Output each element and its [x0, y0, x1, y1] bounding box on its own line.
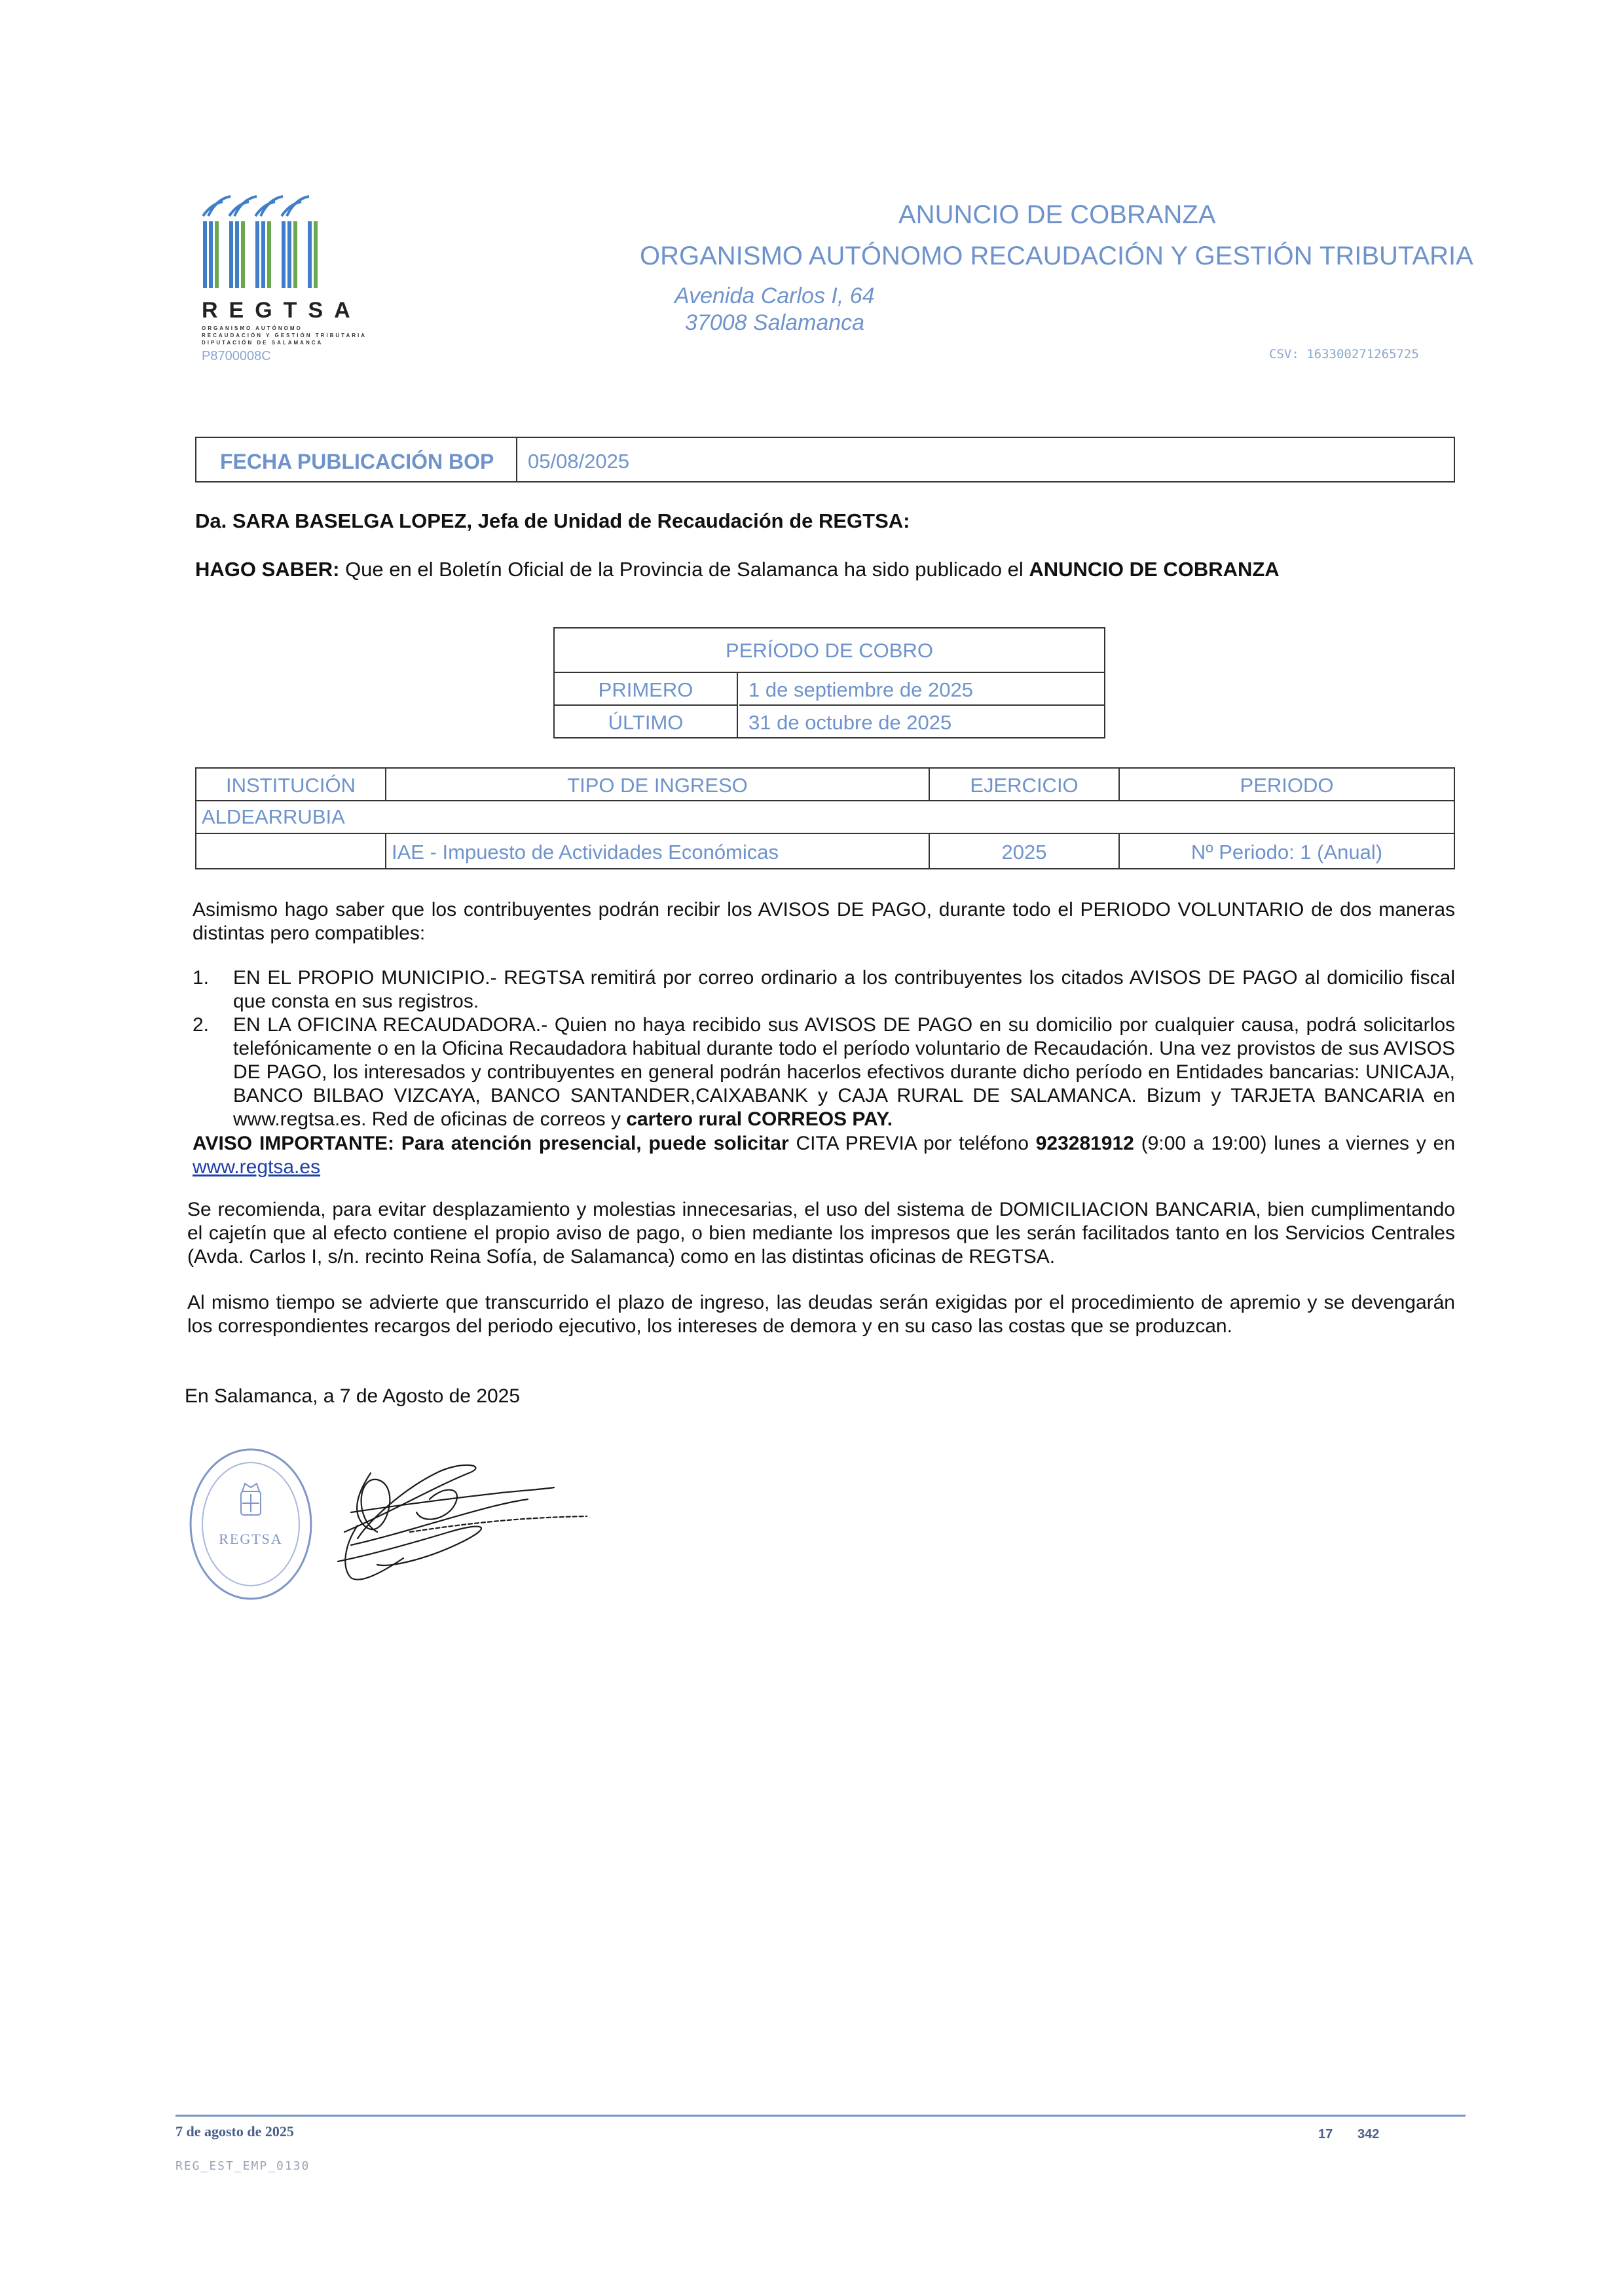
apremio-paragraph: Al mismo tiempo se advierte que transcurrido el plazo de ingreso, las deudas serán exigidas por el procedimiento de apremio y se devengarán los correspondientes recargos del periodo ejecutivo, los intereses de demora y en su caso las costas que se produzcan. — [187, 1292, 1455, 1337]
document-title: ANUNCIO DE COBRANZA — [898, 200, 1216, 229]
official-stamp — [187, 1446, 314, 1603]
intro-paragraph: Asimismo hago saber que los contribuyentes podrán recibir los AVISOS DE PAGO, durante todo el PERIODO VOLUNTARIO de dos maneras distintas pero compatibles: — [193, 899, 1455, 944]
organization-name: ORGANISMO AUTÓNOMO RECAUDACIÓN Y GESTIÓN TRIBUTARIA — [640, 242, 1473, 270]
address-line-2: 37008 Salamanca — [685, 310, 865, 335]
footer-page-a: 17 — [1318, 2127, 1333, 2141]
footer-doc-code: REG_EST_EMP_0130 — [175, 2159, 310, 2173]
publication-date: 05/08/2025 — [528, 450, 630, 473]
logo-code: P8700008C — [202, 349, 271, 363]
handwritten-signature-icon — [331, 1447, 606, 1591]
domiciliacion-paragraph: Se recomienda, para evitar desplazamiento y molestias innecesarias, el uso del sistema de DOMICILIACION BANCARIA, bien cumplimentando el cajetín que al efecto contiene el propio aviso de pago, o bien mediante los impresos que les serán facilitados tanto en los Servicios Centrales (Avda. Carlos I, s/n. recinto Reina Sofía, de Salamanca) como en las distintas oficinas de REGTSA. — [187, 1199, 1455, 1267]
periodo-row-label-primero: PRIMERO — [555, 673, 738, 706]
cell-tipo-ingreso: IAE - Impuesto de Actividades Económicas — [386, 834, 930, 868]
publication-label: FECHA PUBLICACIÓN BOP — [196, 438, 517, 481]
list-item — [193, 966, 1455, 1013]
institution-blank-cell — [196, 834, 386, 868]
hago-saber-line — [195, 558, 1280, 581]
periodo-cobro-title: PERÍODO DE COBRO — [555, 629, 1104, 673]
aviso-bold: AVISO IMPORTANTE: Para atención presencial, puede solicitar — [193, 1133, 789, 1154]
col-header-institucion: INSTITUCIÓN — [196, 769, 386, 801]
logo-fine-print-3: DIPUTACIÓN DE SALAMANCA — [202, 340, 323, 346]
list-item-text: EN EL PROPIO MUNICIPIO.- REGTSA remitirá por correo ordinario a los contribuyentes los citados AVISOS DE PAGO al domicilio fiscal que consta en sus registros. — [233, 967, 1455, 1012]
address-line-1: Avenida Carlos I, 64 — [674, 283, 875, 308]
publication-box — [195, 437, 1455, 483]
hago-saber-text: Que en el Boletín Oficial de la Provincia de Salamanca ha sido publicado el — [339, 558, 1029, 581]
aviso-importante — [193, 1132, 1455, 1179]
aviso-phone: 923281912 — [1035, 1133, 1134, 1154]
logo-fine-print-1: ORGANISMO AUTÓNOMO — [202, 325, 303, 331]
logo-name: REGTSA — [202, 298, 361, 323]
numbered-list — [193, 966, 1455, 1131]
tax-table — [195, 767, 1455, 869]
stamp-text: REGTSA — [219, 1531, 283, 1547]
hago-saber-label: HAGO SABER: — [195, 558, 340, 581]
list-item-text — [233, 1013, 1455, 1131]
institution-name: ALDEARRUBIA — [196, 801, 1454, 834]
list-item-number: 1. — [193, 967, 210, 989]
list-item — [193, 1013, 1455, 1131]
list-item-number: 2. — [193, 1014, 210, 1036]
periodo-row-value-primero: 1 de septiembre de 2025 — [739, 673, 1104, 706]
list-item-text-main: EN LA OFICINA RECAUDADORA.- Quien no haya recibido sus AVISOS DE PAGO en su domicilio por cualquier causa, podrá solicitarlos telefónicamente o en la Oficina Recaudadora habitual durante todo el período voluntario de Recaudación. Una vez provistos de sus AVISOS DE PAGO, los interesados y contribuyentes en general podrán hacerlos efectivos durante dicho período en Entidades bancarias: UNICAJA, BANCO BILBAO VIZCAYA, BANCO SANTANDER,CAIXABANK y CAJA RURAL DE SALAMANCA. Bizum y TARJETA BANCARIA en www.regtsa.es. Red de oficinas de correos y — [233, 1014, 1455, 1130]
footer-page-b: 342 — [1357, 2127, 1380, 2141]
regtsa-logo-icon — [196, 190, 327, 295]
footer-date: 7 de agosto de 2025 — [175, 2123, 294, 2140]
cell-periodo: Nº Periodo: 1 (Anual) — [1190, 841, 1383, 864]
col-header-periodo: PERIODO — [1120, 769, 1454, 801]
cell-ejercicio: 2025 — [930, 834, 1120, 868]
regtsa-link[interactable]: www.regtsa.es — [193, 1156, 321, 1178]
periodo-row-label-ultimo: ÚLTIMO — [555, 706, 738, 737]
author-line: Da. SARA BASELGA LOPEZ, Jefa de Unidad de Recaudación de REGTSA: — [195, 509, 910, 532]
hago-saber-title: ANUNCIO DE COBRANZA — [1029, 558, 1280, 581]
col-header-ejercicio: EJERCICIO — [930, 769, 1120, 801]
csv-code: CSV: 163300271265725 — [1269, 347, 1419, 361]
periodo-cobro-table — [553, 627, 1105, 738]
place-date: En Salamanca, a 7 de Agosto de 2025 — [185, 1385, 521, 1407]
col-header-tipo: TIPO DE INGRESO — [386, 769, 930, 801]
footer-rule — [175, 2115, 1466, 2117]
logo-fine-print-2: RECAUDACIÓN Y GESTIÓN TRIBUTARIA — [202, 333, 367, 338]
aviso-text-2: (9:00 a 19:00) lunes a viernes y en — [1134, 1133, 1455, 1154]
periodo-row-value-ultimo: 31 de octubre de 2025 — [748, 711, 952, 734]
aviso-text-1: CITA PREVIA por teléfono — [788, 1133, 1036, 1154]
stamp-ring-icon — [187, 1446, 314, 1603]
list-item-text-bold: cartero rural CORREOS PAY. — [626, 1108, 893, 1130]
